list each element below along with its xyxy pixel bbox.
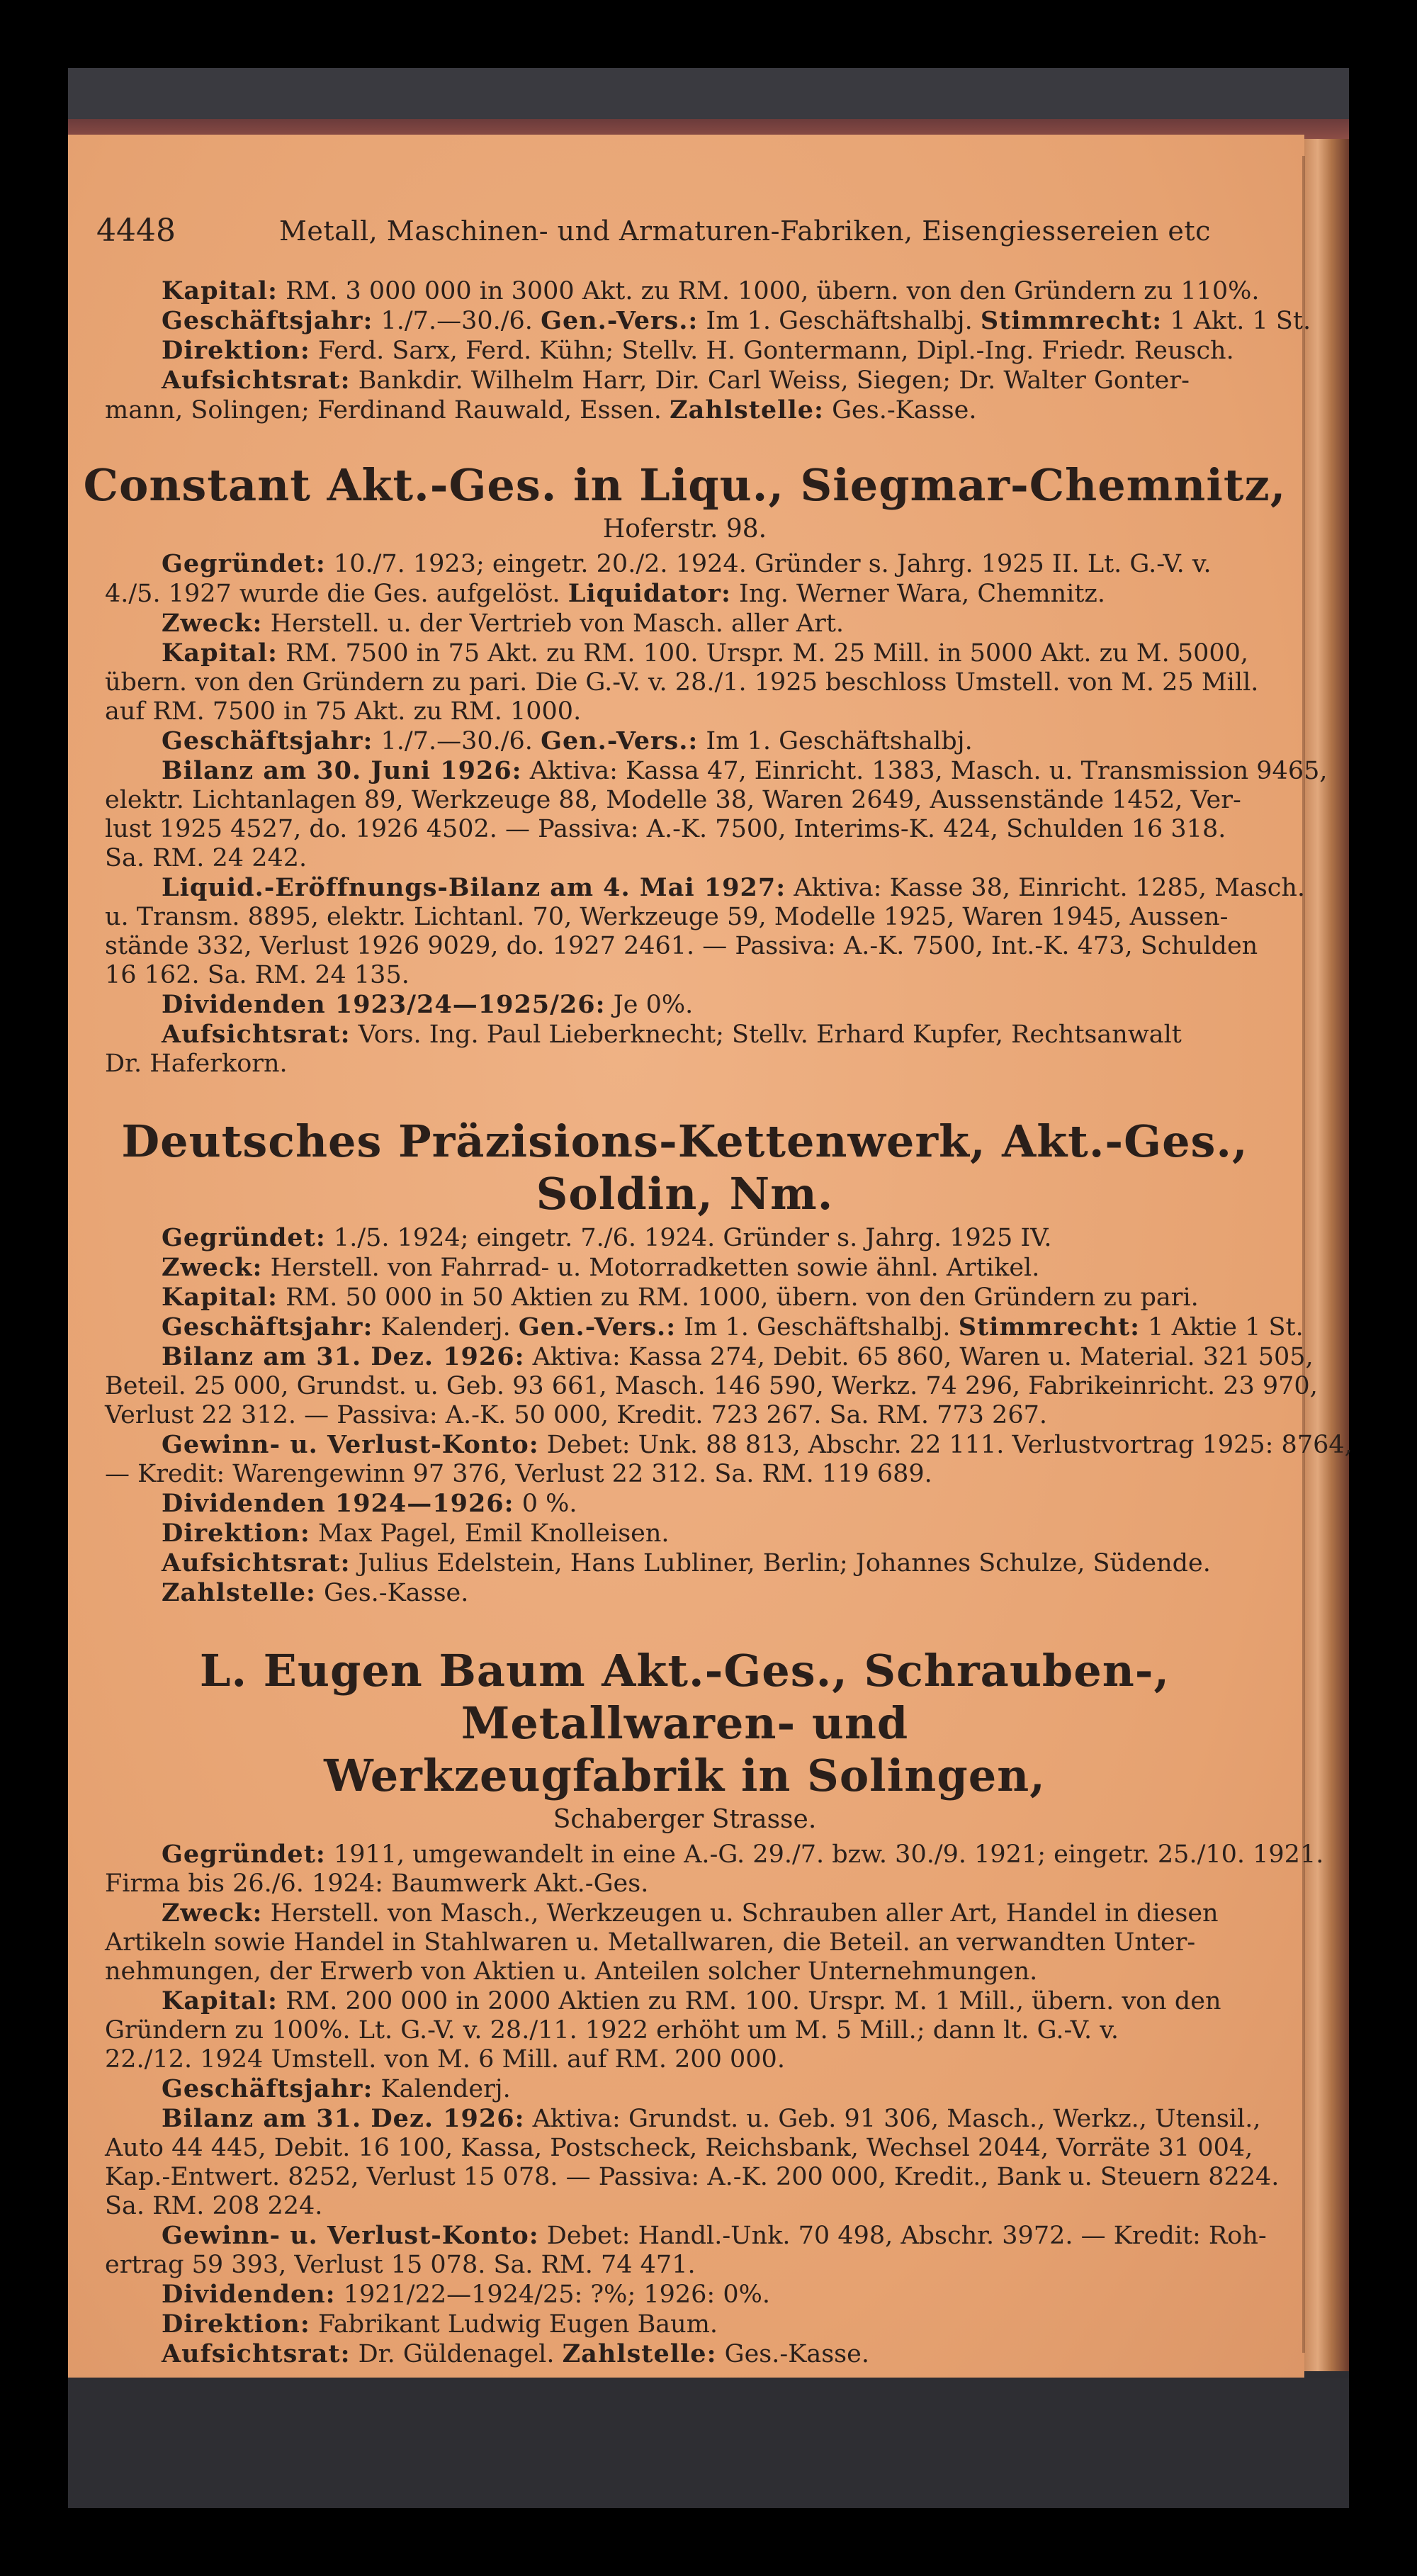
entry-line [74,1489,1296,1519]
field-value: 0 %. [514,1490,577,1518]
entry-line [74,276,1296,306]
field-label: Gen.-Vers.: [541,726,699,755]
field-label: Geschäftsjahr: [162,726,373,755]
line-text: Sa. RM. 208 224. [105,2192,323,2220]
field-value: RM. 200 000 in 2000 Aktien zu RM. 100. Urspr. M. 1 Mill., übern. von den [277,1987,1221,2015]
entry-line [74,932,1296,961]
field-label: Dividenden: [162,2280,336,2309]
field-value: 1 Aktie 1 St. [1140,1313,1304,1342]
entry-line [74,1253,1296,1283]
field-value: Je 0%. [605,991,694,1019]
field-label: Aufsichtsrat: [162,2339,351,2368]
page-stack-edge [1304,139,1349,2371]
entry-line [74,726,1296,756]
entry-line [74,2045,1296,2074]
field-label: Aufsichtsrat: [162,1020,351,1049]
field-value: Ing. Werner Wara, Chemnitz. [730,580,1105,608]
line-text: elektr. Lichtanlagen 89, Werkzeuge 88, Modelle 38, Waren 2649, Aussenstände 1452, Ver- [105,786,1241,814]
field-label: Bilanz am 30. Juni 1926: [162,756,522,785]
entry-line [74,1430,1353,1460]
field-value: Aktiva: Kassa 47, Einricht. 1383, Masch. u. Transmission 9465, [521,757,1328,785]
entry-line [74,2104,1296,2134]
entry-line [74,1548,1296,1578]
page-gutter-line [1302,156,1305,2353]
entry-line [74,1899,1296,1928]
field-value: Im 1. Geschäftshalbj. [698,307,981,335]
entry-line [74,1020,1296,1050]
entry-line [74,1869,1296,1899]
line-text: nehmungen, der Erwerb von Aktien u. Anteilen solcher Unternehmungen. [105,1957,1038,1986]
line-text: Sa. RM. 24 242. [105,844,307,872]
company-entry-body [74,549,1328,1079]
entry-line [74,1840,1324,1869]
page-header [74,213,1296,262]
line-text: 4./5. 1927 wurde die Ges. aufgelöst. [105,580,568,608]
field-value: 1./7.—30./6. [373,307,541,335]
field-value: 1 Akt. 1 St. [1162,307,1311,335]
company-title-line-2: Werkzeugfabrik in Solingen, [324,1750,1046,1801]
field-label: Zweck: [162,1899,263,1928]
field-label: Dividenden 1924—1926: [162,1489,514,1518]
field-label: Gegründet: [162,1840,326,1869]
line-text: übern. von den Gründern zu pari. Die G.-V. v. 28./1. 1925 beschloss Umstell. von M. 25 Mill. [105,668,1259,697]
field-label: Dividenden 1923/24—1925/26: [162,990,606,1019]
field-label: Gegründet: [162,549,326,578]
field-label: Geschäftsjahr: [162,306,373,335]
line-text: Kap.-Entwert. 8252, Verlust 15 078. — Passiva: A.-K. 200 000, Kredit., Bank u. Steuern 8224. [105,2163,1280,2191]
entry-line [74,1283,1296,1312]
entry-line [74,1372,1318,1401]
field-value: Im 1. Geschäftshalbj. [698,727,973,755]
company-eugen-baum [74,1645,1324,2369]
field-label: Zahlstelle: [562,2339,717,2368]
entry-line [74,306,1311,336]
entry-line [74,2192,1296,2221]
entry-line [74,961,1296,990]
entry-line [74,639,1296,668]
entry-line [74,1342,1314,1372]
field-label: Direktion: [162,1519,310,1548]
entry-line [74,2016,1296,2045]
entry-line [74,756,1328,786]
line-text: Beteil. 25 000, Grundst. u. Geb. 93 661, Masch. 146 590, Werkz. 74 296, Fabrikeinricht. 23 970, [105,1372,1318,1400]
field-value: RM. 3 000 000 in 3000 Akt. zu RM. 1000, übern. von den Gründern zu 110%. [277,277,1260,305]
field-value: Bankdir. Wilhelm Harr, Dir. Carl Weiss, Siegen; Dr. Walter Gonter- [350,366,1190,395]
field-value: RM. 50 000 in 50 Aktien zu RM. 1000, übern. von den Gründern zu pari. [277,1283,1199,1312]
entry-line [74,990,1296,1020]
entry-line [74,786,1296,815]
field-value: Max Pagel, Emil Knolleisen. [310,1519,670,1548]
field-label: Kapital: [162,639,278,668]
line-text: Verlust 22 312. — Passiva: A.-K. 50 000, Kredit. 723 267. Sa. RM. 773 267. [105,1401,1047,1429]
line-text: lust 1925 4527, do. 1926 4502. — Passiva: A.-K. 7500, Interims-K. 424, Schulden 16 318. [105,815,1226,843]
field-value: Herstell. von Masch., Werkzeugen u. Schrauben aller Art, Handel in diesen [262,1899,1219,1928]
field-value: Im 1. Geschäftshalbj. [676,1313,959,1342]
field-label: Gen.-Vers.: [518,1312,677,1342]
entry-line [74,2251,1296,2280]
entry-line [74,336,1296,366]
line-text: — Kredit: Warengewinn 97 376, Verlust 22 312. Sa. RM. 119 689. [105,1460,932,1488]
line-text: mann, Solingen; Ferdinand Rauwald, Essen. [105,396,670,424]
field-value: Kalenderj. [373,1313,519,1342]
scanner-background-bottom [68,2378,1349,2508]
field-label: Zahlstelle: [162,1578,316,1607]
entry-line [74,2163,1296,2192]
field-value: 1./5. 1924; eingetr. 7./6. 1924. Gründer s. Jahrg. 1925 IV. [325,1224,1052,1252]
field-label: Liquidator: [568,579,731,608]
entry-line [74,815,1296,844]
company-entry-body [74,1223,1353,1608]
field-value: Ges.-Kasse. [823,396,977,424]
field-label: Gewinn- u. Verlust-Konto: [162,1430,539,1459]
entry-line [74,609,1296,639]
field-value: Ges.-Kasse. [315,1579,469,1607]
field-value: Kalenderj. [373,2075,511,2103]
entry-line [74,2339,1296,2369]
field-value: Debet: Handl.-Unk. 70 498, Abschr. 3972. — Kredit: Roh- [538,2222,1267,2250]
line-text: ertrag 59 393, Verlust 15 078. Sa. RM. 74 471. [105,2251,696,2279]
field-value: Aktiva: Grundst. u. Geb. 91 306, Masch., Werkz., Utensil., [524,2105,1261,2133]
entry-line [74,2074,1296,2104]
field-value: Ges.-Kasse. [716,2340,869,2368]
line-text: u. Transm. 8895, elektr. Lichtanl. 70, Werkzeuge 59, Modelle 1925, Waren 1945, Aussen- [105,903,1229,931]
entry-line [74,2310,1296,2339]
entry-line [74,1460,1296,1489]
field-value: Vors. Ing. Paul Lieberknecht; Stellv. Erhard Kupfer, Rechtsanwalt [350,1020,1182,1049]
field-value: 1./7.—30./6. [373,727,541,755]
field-value: Herstell. u. der Vertrieb von Masch. aller Art. [262,609,845,638]
field-label: Geschäftsjahr: [162,2074,373,2103]
line-text: Gründern zu 100%. Lt. G.-V. v. 28./11. 1922 erhöht um M. 5 Mill.; dann lt. G.-V. v. [105,2016,1119,2045]
entry-line [74,549,1296,579]
field-value: 10./7. 1923; eingetr. 20./2. 1924. Gründer s. Jahrg. 1925 II. Lt. G.-V. v. [325,550,1212,578]
field-label: Direktion: [162,2310,310,2339]
entry-line [74,1928,1296,1957]
entry-line [74,873,1306,903]
entry-line [74,1312,1304,1342]
company-address: Schaberger Strasse. [553,1805,817,1834]
entry-line [74,1578,1296,1608]
field-value: Dr. Güldenagel. [350,2340,563,2368]
entry-line [74,1401,1296,1430]
company-entry-body [74,1840,1324,2369]
field-label: Zahlstelle: [670,395,824,424]
entry-line [74,366,1296,395]
field-value: Debet: Unk. 88 813, Abschr. 22 111. Verlustvortrag 1925: 8764, [538,1431,1353,1459]
entry-line [74,668,1296,697]
entry-line [74,2280,1296,2310]
field-label: Geschäftsjahr: [162,1312,373,1342]
entry-line [74,1050,1296,1079]
entry-line [74,1957,1296,1986]
line-text: auf RM. 7500 in 75 Akt. zu RM. 1000. [105,697,582,726]
line-text: Dr. Haferkorn. [105,1050,288,1078]
field-label: Stimmrecht: [980,306,1163,335]
company-constant [74,459,1328,1079]
company-title: Constant Akt.-Ges. in Liqu., Siegmar-Chemnitz, [83,459,1287,511]
field-value: Aktiva: Kassa 274, Debit. 65 860, Waren u. Material. 321 505, [524,1343,1314,1371]
field-value: Julius Edelstein, Hans Lubliner, Berlin; Johannes Schulze, Südende. [350,1549,1211,1577]
line-text: Artikeln sowie Handel in Stahlwaren u. Metallwaren, die Beteil. an verwandten Unter- [105,1928,1196,1957]
field-label: Gen.-Vers.: [541,306,699,335]
field-label: Aufsichtsrat: [162,366,351,395]
field-label: Kapital: [162,276,278,305]
field-label: Bilanz am 31. Dez. 1926: [162,2104,525,2133]
company-title-line-1: L. Eugen Baum Akt.-Ges., Schrauben-, Metallwaren- und [199,1645,1170,1749]
field-label: Kapital: [162,1986,278,2015]
company-address: Hoferstr. 98. [602,514,767,544]
running-title: Metall, Maschinen- und Armaturen-Fabriken, Eisengiessereien etc [279,215,1211,247]
field-label: Zweck: [162,1253,263,1282]
entry-line [74,2134,1296,2163]
page-content [74,213,1353,2369]
entry-line [74,903,1296,932]
entry-line [74,844,1296,873]
entry-line [74,1519,1296,1548]
entry-line [74,1986,1296,2016]
line-text: 16 162. Sa. RM. 24 135. [105,961,410,989]
line-text: Auto 44 445, Debit. 16 100, Kassa, Postscheck, Reichsbank, Wechsel 2044, Vorräte 31 004, [105,2134,1253,2162]
entry-line [74,579,1296,609]
entry-line [74,2221,1296,2251]
entry-line [74,1223,1296,1253]
field-label: Kapital: [162,1283,278,1312]
entry-line [74,697,1296,726]
field-value: Aktiva: Kasse 38, Einricht. 1285, Masch. [786,874,1306,902]
field-value: RM. 7500 in 75 Akt. zu RM. 100. Urspr. M. 25 Mill. in 5000 Akt. zu M. 5000, [277,639,1249,668]
field-label: Liquid.-Eröffnungs-Bilanz am 4. Mai 1927: [162,873,786,902]
field-label: Gegründet: [162,1223,326,1252]
field-label: Bilanz am 31. Dez. 1926: [162,1342,525,1371]
company-praezisions-kettenwerk [74,1115,1353,1608]
line-text: stände 332, Verlust 1926 9029, do. 1927 2461. — Passiva: A.-K. 7500, Int.-K. 473, Schulden [105,932,1258,960]
entry-line [74,395,1296,425]
page-number: 4448 [96,213,176,249]
field-label: Zweck: [162,609,263,638]
field-value: Herstell. von Fahrrad- u. Motorradketten sowie ähnl. Artikel. [262,1254,1040,1282]
line-text: Firma bis 26./6. 1924: Baumwerk Akt.-Ges. [105,1869,649,1898]
field-label: Gewinn- u. Verlust-Konto: [162,2221,539,2250]
line-text: 22./12. 1924 Umstell. von M. 6 Mill. auf RM. 200 000. [105,2045,785,2074]
field-label: Aufsichtsrat: [162,1548,351,1577]
field-value: 1921/22—1924/25: ?%; 1926: 0%. [335,2280,771,2309]
field-label: Direktion: [162,336,310,365]
field-value: Fabrikant Ludwig Eugen Baum. [310,2310,718,2339]
entry-top-continuation [74,276,1311,425]
company-title: Deutsches Präzisions-Kettenwerk, Akt.-Ges., Soldin, Nm. [121,1115,1248,1220]
field-value: Ferd. Sarx, Ferd. Kühn; Stellv. H. Gontermann, Dipl.-Ing. Friedr. Reusch. [310,337,1234,365]
field-label: Stimmrecht: [958,1312,1141,1342]
field-value: 1911, umgewandelt in eine A.-G. 29./7. bzw. 30./9. 1921; eingetr. 25./10. 1921. [325,1840,1324,1869]
